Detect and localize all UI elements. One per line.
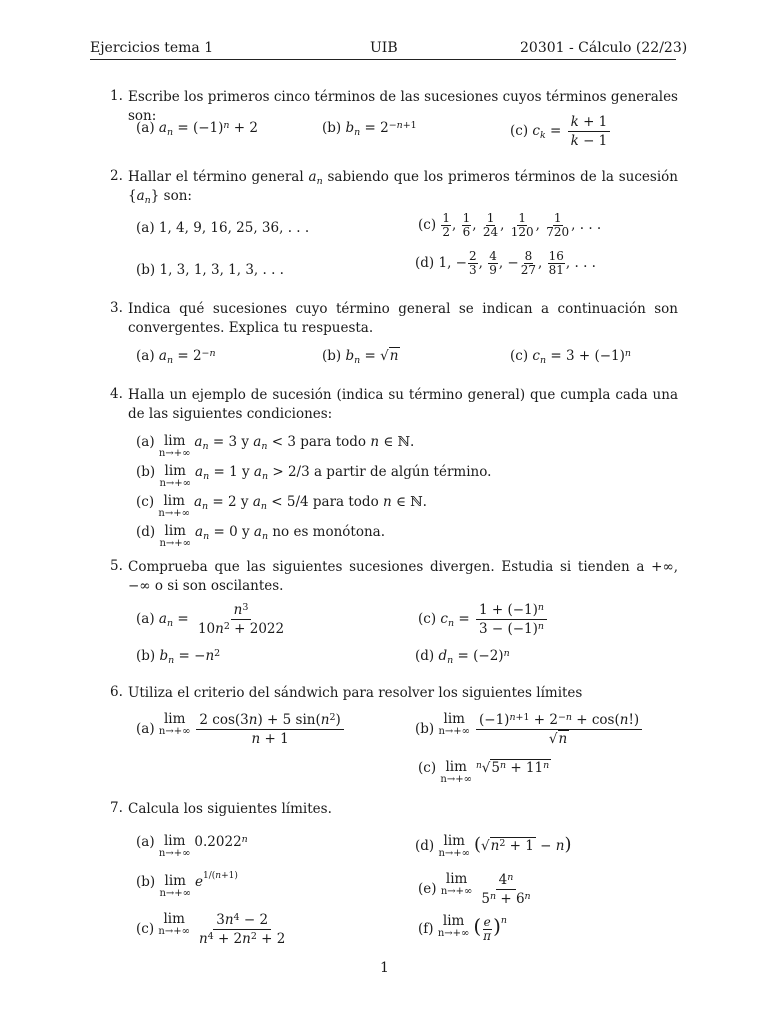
header-rule bbox=[90, 59, 676, 60]
q1-item-b: (b) $b_n = 2^{-n+1}$ bbox=[322, 119, 417, 138]
q3-text: Indica qué sucesiones cuyo término general se indican a continuación son convergentes. Explica tu respuesta. bbox=[128, 301, 678, 336]
q7-item-a: (a) lim n→+∞ 0.2022$^n$ bbox=[136, 833, 248, 859]
q7-item-c: (c) lim n→+∞ $\frac{3n^4 - 2}{n^4 + 2n^2 + 2}$ bbox=[136, 911, 286, 947]
q3-item-c: (c) $c_n = 3 + (-1)^n$ bbox=[510, 347, 631, 366]
header-right: 20301 - Cálculo (22/23) bbox=[520, 40, 688, 56]
q4-item-b: (b) lim n→+∞ $a_n = 1$ y $a_n > 2/3$ a partir de algún término. bbox=[136, 463, 492, 489]
q5-text: Comprueba que las siguientes sucesiones divergen. Estudia si tienden a +∞, −∞ o si son oscilantes. bbox=[128, 559, 678, 594]
q6-item-a: (a) lim n→+∞ $\frac{2 \cos(3n) + 5 \sin(n^2)}{n + 1}$ bbox=[136, 712, 346, 747]
q6-text: Utiliza el criterio del sándwich para resolver los siguientes límites bbox=[128, 685, 583, 701]
q1-item-a: (a) $a_n = (-1)^n + 2$ bbox=[136, 119, 258, 138]
q2-item-b: (b) 1, 3, 1, 3, 1, 3, . . . bbox=[136, 262, 284, 278]
q3-item-a: (a) $a_n = 2^{-n}$ bbox=[136, 347, 216, 366]
q4-item-d: (d) lim n→+∞ $a_n = 0$ y $a_n$ no es monótona. bbox=[136, 523, 386, 549]
q2-item-c: (c) $\frac{1}{2}$ , $\frac{1}{6}$ , $\frac{1}{24}$ , $\frac{1}{120}$ , $\frac{1}{720}$ , . . . bbox=[418, 211, 602, 239]
q7-text: Calcula los siguientes límites. bbox=[128, 801, 332, 817]
q7-item-e: (e) lim n→+∞ $\frac{4^n}{5^n + 6^n}$ bbox=[418, 871, 531, 907]
q5-item-a: (a) $a_n$ = $\frac{n^3}{10n^2 + 2022}$ bbox=[136, 601, 285, 637]
q4-number: 4. bbox=[110, 386, 123, 402]
q2-item-d: (d) 1, − $\frac{2}{3}$ , $\frac{4}{9}$ , − $\frac{8}{27}$ , $\frac{16}{81}$ , . . . bbox=[415, 249, 596, 277]
q5-item-d: (d) $d_n = (-2)^n$ bbox=[415, 647, 510, 666]
page-number: 1 bbox=[380, 960, 389, 976]
q7-item-d: (d) lim n→+∞ $(√n^2 + 1 - n)$ bbox=[415, 833, 572, 859]
q6-item-c: (c) lim n→+∞ $^n√5^n + 11^n$ bbox=[418, 759, 550, 785]
q2-text: Hallar el término general $a_n$ sabiendo que los primeros términos de la sucesión $\{a_n\}$ son: bbox=[128, 169, 678, 206]
q4-text: Halla un ejemplo de sucesión (indica su término general) que cumpla cada una de las siguientes condiciones: bbox=[128, 387, 678, 422]
header-left: Ejercicios tema 1 bbox=[90, 40, 214, 56]
q5-number: 5. bbox=[110, 558, 123, 574]
q3-item-b: (b) $b_n = √n$ bbox=[322, 348, 399, 366]
header-center: UIB bbox=[370, 40, 398, 56]
q7-number: 7. bbox=[110, 800, 123, 816]
q2-number: 2. bbox=[110, 168, 123, 184]
q3-number: 3. bbox=[110, 300, 123, 316]
q6-number: 6. bbox=[110, 684, 123, 700]
q5-item-c: (c) $c_n$ = $\frac{1 + (-1)^n}{3 - (-1)^n}$ bbox=[418, 602, 549, 637]
q7-item-b: (b) lim n→+∞ $e^{1/(n+1)}$ bbox=[136, 870, 238, 899]
q7-item-f: (f) lim n→+∞ ( $\frac{e}{\pi}$ )$^n$ bbox=[418, 913, 507, 943]
q4-item-c: (c) lim n→+∞ $a_n = 2$ y $a_n < 5/4$ para todo n ∈ ℕ. bbox=[136, 493, 427, 519]
q4-item-a: (a) lim n→+∞ $a_n = 3$ y $a_n < 3$ para todo n ∈ ℕ. bbox=[136, 433, 415, 459]
q1-item-c: (c) $c_k$ = $\frac{k + 1}{k - 1}$ bbox=[510, 114, 612, 149]
q5-item-b: (b) $b_n = -n^2$ bbox=[136, 647, 221, 666]
q1-number: 1. bbox=[110, 88, 123, 104]
q6-item-b: (b) lim n→+∞ $\frac{(-1)^{n+1} + 2^{-n} + \cos(n!)}{√n}$ bbox=[415, 712, 644, 747]
q2-item-a: (a) 1, 4, 9, 16, 25, 36, . . . bbox=[136, 220, 310, 236]
q1-text: Escribe los primeros cinco términos de las sucesiones cuyos términos generales son: bbox=[128, 89, 678, 124]
